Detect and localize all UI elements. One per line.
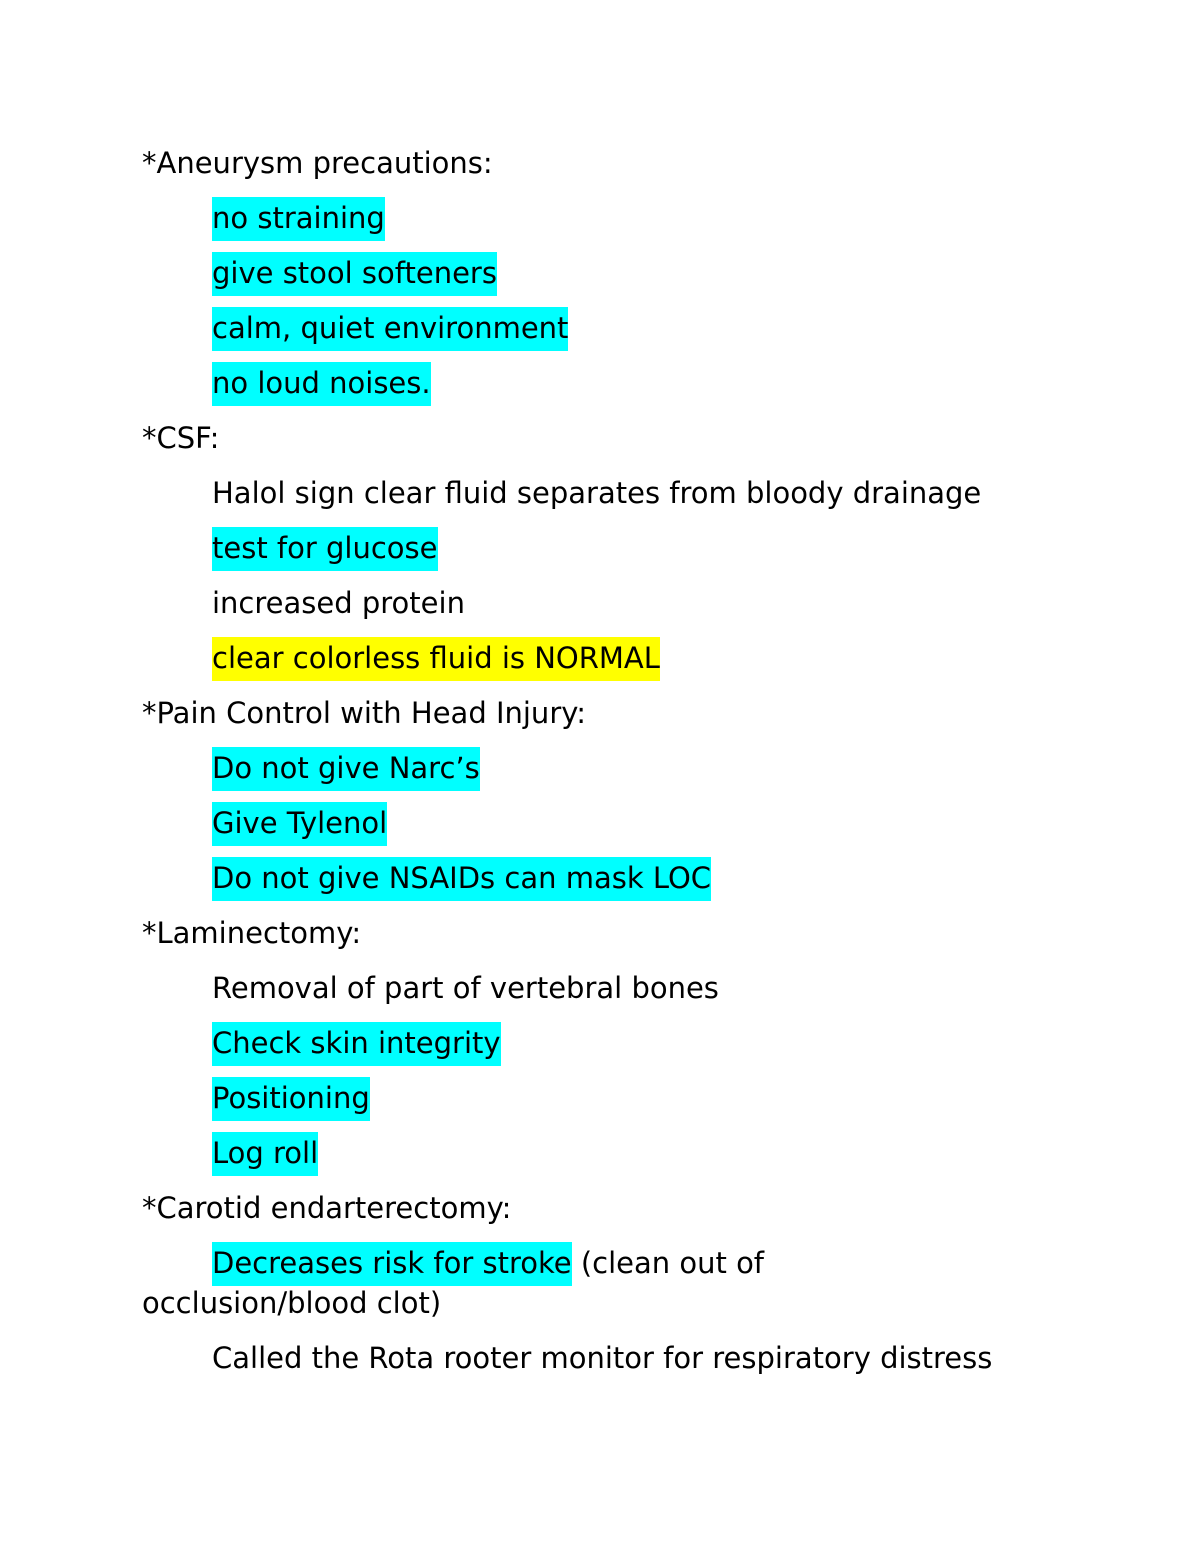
list-item (142, 796, 1082, 851)
item-text: Removal of part of vertebral bones (212, 971, 719, 1005)
heading-text: *Aneurysm precautions: (142, 146, 493, 180)
item-text: Called the Rota rooter monitor for respiratory distress (212, 1341, 993, 1375)
list-item (142, 466, 1082, 521)
wrapped-list-item (142, 1243, 842, 1323)
highlighted-text: give stool softeners (212, 252, 497, 296)
highlighted-text: Give Tylenol (212, 802, 387, 846)
list-item (142, 1071, 1082, 1126)
list-item (142, 356, 1082, 411)
highlighted-text: no loud noises. (212, 362, 431, 406)
heading-text: *Carotid endarterectomy: (142, 1191, 512, 1225)
heading-text: *Laminectomy: (142, 916, 362, 950)
section-heading-carotid (142, 1181, 1082, 1236)
list-item (142, 191, 1082, 246)
section-heading-pain-control (142, 686, 1082, 741)
list-item (142, 576, 1082, 631)
section-heading-laminectomy (142, 906, 1082, 961)
highlighted-text: test for glucose (212, 527, 438, 571)
list-item (142, 631, 1082, 686)
highlighted-text: calm, quiet environment (212, 307, 568, 351)
heading-text: *CSF: (142, 421, 220, 455)
highlighted-text: Log roll (212, 1132, 318, 1176)
list-item (142, 741, 1082, 796)
list-item (142, 1331, 1082, 1386)
wrapped-line-2 (142, 1283, 842, 1323)
highlighted-text: Do not give NSAIDs can mask LOC (212, 857, 711, 901)
list-item (142, 1016, 1082, 1071)
section-heading-aneurysm (142, 136, 1082, 191)
item-text: Halol sign clear fluid separates from bloody drainage (212, 476, 982, 510)
list-item (142, 521, 1082, 576)
highlighted-text: Positioning (212, 1077, 370, 1121)
wrapped-line-1 (142, 1243, 842, 1283)
item-text: (clean out of (571, 1246, 765, 1280)
item-text: occlusion/blood clot) (142, 1286, 442, 1320)
highlighted-text: Decreases risk for stroke (212, 1242, 572, 1286)
document-page (142, 136, 1082, 1386)
item-text: increased protein (212, 586, 465, 620)
list-item (142, 246, 1082, 301)
list-item (142, 1126, 1082, 1181)
highlighted-text: Do not give Narc’s (212, 747, 480, 791)
list-item (142, 301, 1082, 356)
heading-text: *Pain Control with Head Injury: (142, 696, 587, 730)
highlighted-text: Check skin integrity (212, 1022, 501, 1066)
section-heading-csf (142, 411, 1082, 466)
list-item (142, 851, 1082, 906)
list-item (142, 961, 1082, 1016)
highlighted-text: no straining (212, 197, 385, 241)
highlighted-text: clear colorless fluid is NORMAL (212, 637, 660, 681)
